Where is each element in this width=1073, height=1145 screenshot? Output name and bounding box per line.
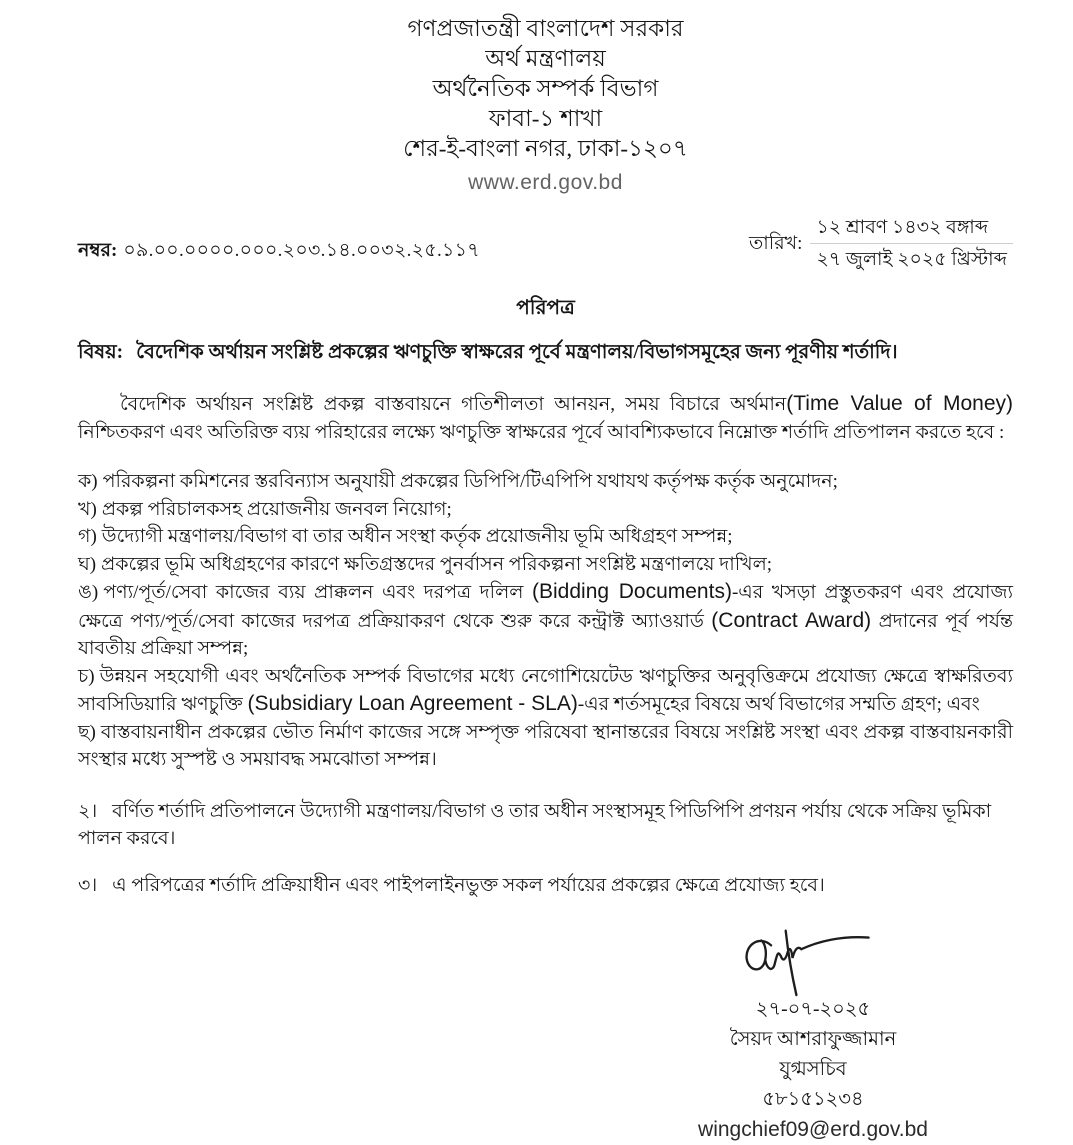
date-stack <box>810 214 1013 273</box>
clause-text: এ পরিপত্রের শর্তাদি প্রক্রিয়াধীন এবং পাইপলাইনভুক্ত সকল পর্যায়ের প্রকল্পের ক্ষেত্রে প্রযোজ্য হবে। <box>112 874 825 896</box>
clause-text: বর্ণিত শর্তাদি প্রতিপালনে উদ্যোগী মন্ত্রণালয়/বিভাগ ও তার অধীন সংস্থাসমূহ পিডিপিপি প্রণয়ন পর্যায় থেকে সক্রিয় ভূমিকা পালন করবে। <box>78 800 992 849</box>
branch-name: ফাবা-১ শাখা <box>488 106 603 131</box>
ministry-name: অর্থ মন্ত্রণালয় <box>485 46 606 71</box>
letterhead <box>78 14 1013 198</box>
condition-text <box>102 499 452 520</box>
clause-number: ২। <box>78 800 98 822</box>
signatory-phone: ৫৮১৫১২৩৪ <box>762 1088 864 1110</box>
condition-label: ক) <box>78 471 98 492</box>
memo-number-label: নম্বর: <box>78 239 118 261</box>
bangla-text-run: প্রকল্প পরিচালকসহ প্রয়োজনীয় জনবল নিয়োগ; <box>101 498 452 520</box>
conditions-list <box>78 468 1013 774</box>
signatory-designation: যুগ্মসচিব <box>779 1058 847 1080</box>
subject-label: বিষয়: <box>78 342 124 363</box>
subject-line <box>78 339 1013 366</box>
reference-row <box>78 214 1013 273</box>
clause-number: ৩। <box>78 874 98 896</box>
signatory-name: সৈয়দ আশরাফুজ্জামান <box>729 1028 897 1050</box>
date-block <box>749 214 1013 273</box>
bangla-text-run: বাস্তবায়নাধীন প্রকল্পের ভৌত নির্মাণ কাজের সঙ্গে সম্পৃক্ত পরিষেবা স্থানান্তরের বিষয়ে সংশ্লিষ্ট সংস্থা এবং প্রকল্প বাস্তবায়নকারী সংস্থার মধ্যে সুস্পষ্ট ও সময়াবদ্ধ সমঝোতা সম্পন্ন। <box>78 721 1013 770</box>
division-name: অর্থনৈতিক সম্পর্ক বিভাগ <box>432 76 659 101</box>
english-text-run: (Contract Award) <box>711 608 872 632</box>
condition-text <box>102 526 733 547</box>
condition-item <box>78 523 1013 551</box>
bangla-text-run: প্রকল্পের ভূমি অধিগ্রহণের কারণে ক্ষতিগ্রস্তদের পুনর্বাসন পরিকল্পনা সংশ্লিষ্ট মন্ত্রণালয়ে দাখিল; <box>101 553 773 575</box>
gregorian-calendar-date: ২৭ জুলাই ২০২৫ খ্রিস্টাব্দ <box>816 249 1007 270</box>
english-text-run: (Subsidiary Loan Agreement - SLA) <box>247 692 578 715</box>
condition-item <box>78 496 1013 524</box>
intro-paragraph <box>78 390 1013 447</box>
office-address: শের-ই-বাংলা নগর, ঢাকা-১২০৭ <box>403 136 688 161</box>
bangla-text-run: পণ্য/পূর্ত/সেবা কাজের ব্যয় প্রাক্কলন এবং দরপত্র দলিল <box>103 582 532 603</box>
signature-block <box>643 919 983 1145</box>
bangla-text-run: প্রদানের পূর্ব পর্যন্ত যাবতীয় প্রক্রিয়া সম্পন্ন; <box>78 610 1014 659</box>
subject-text: বৈদেশিক অর্থায়ন সংশ্লিষ্ট প্রকল্পের ঋণচুক্তি স্বাক্ষরের পূর্বে মন্ত্রণালয়/বিভাগসমূহের জন্য পূরণীয় শর্তাদি। <box>136 342 898 363</box>
bangla-text-run: নিশ্চিতকরণ এবং অতিরিক্ত ব্যয় পরিহারের লক্ষ্যে ঋণচুক্তি স্বাক্ষরের পূর্বে আবশ্যিকভাবে নিম্নোক্ত শর্তাদি প্রতিপালন করতে হবে : <box>78 422 1005 443</box>
bangla-text-run: বৈদেশিক অর্থায়ন সংশ্লিষ্ট প্রকল্প বাস্তবায়নে গতিশীলতা আনয়ন, সময় বিচারে অর্থমান <box>120 394 787 415</box>
document-type-heading: পরিপত্র <box>516 297 575 319</box>
condition-text <box>78 722 1013 771</box>
condition-text <box>78 666 1013 716</box>
condition-item <box>78 468 1013 496</box>
condition-text <box>101 554 772 575</box>
condition-label: ঘ) <box>78 553 97 575</box>
english-text-run: (Time Value of Money) <box>786 392 1013 415</box>
bangla-calendar-date: ১২ শ্রাবণ ১৪৩২ বঙ্গাব্দ <box>810 214 1013 244</box>
bangla-text-run: -এর খসড়া প্রস্তুতকরণ এবং প্রযোজ্য ক্ষেত্রে পণ্য/পূর্ত/সেবা কাজের দরপত্র প্রক্রিয়াকরণ থেকে শুরু করে কন্ট্রাক্ট অ্যাওয়ার্ড <box>78 582 1013 632</box>
condition-item <box>78 719 1013 774</box>
bangla-text-run: উদ্যোগী মন্ত্রণালয়/বিভাগ বা তার অধীন সংস্থা কর্তৃক প্রয়োজনীয় ভূমি অধিগ্রহণ সম্পন্ন; <box>101 526 733 547</box>
government-name: গণপ্রজাতন্ত্রী বাংলাদেশ সরকার <box>407 16 684 41</box>
condition-label: গ) <box>78 526 97 547</box>
memo-number <box>78 236 480 268</box>
bangla-text-run: পরিকল্পনা কমিশনের স্তরবিন্যাস অনুযায়ী প্রকল্পের ডিপিপি/টিএপিপি যথাযথ কর্তৃপক্ষ কর্তৃক অনুমোদন; <box>102 471 838 492</box>
condition-label: ঙ) <box>78 582 99 603</box>
signatory-email: wingchief09@erd.gov.bd <box>698 1117 928 1141</box>
condition-text <box>78 582 1013 659</box>
clauses-section <box>78 798 1013 899</box>
bangla-text-run: -এর শর্তসমূহের বিষয়ে অর্থ বিভাগের সম্মতি গ্রহণ; এবং <box>577 694 980 715</box>
date-label: তারিখ: <box>749 233 803 254</box>
condition-item <box>78 578 1013 663</box>
memo-number-value: ০৯.০০.০০০০.০০০.২০৩.১৪.০০৩২.২৫.১১৭ <box>123 239 480 261</box>
condition-label: ছ) <box>78 721 96 743</box>
condition-text <box>103 471 838 492</box>
condition-item <box>78 551 1013 579</box>
handwritten-signature <box>728 919 898 997</box>
website-url: www.erd.gov.bd <box>468 171 623 194</box>
clause-item <box>78 798 1013 852</box>
bangla-text-run: উন্নয়ন সহযোগী এবং অর্থনৈতিক সম্পর্ক বিভাগের মধ্যে নেগোশিয়েটেড ঋণচুক্তির অনুবৃত্তিক্রমে প্রযোজ্য ক্ষেত্রে স্বাক্ষরিতব্য সাবসিডিয়ারি ঋণচুক্তি <box>78 665 1013 715</box>
english-text-run: (Bidding Documents) <box>532 580 732 603</box>
signature-date: ২৭-০৭-২০২৫ <box>755 998 871 1020</box>
clause-item <box>78 872 1013 899</box>
condition-label: চ) <box>78 665 95 687</box>
condition-item <box>78 663 1013 719</box>
condition-label: খ) <box>78 498 97 520</box>
